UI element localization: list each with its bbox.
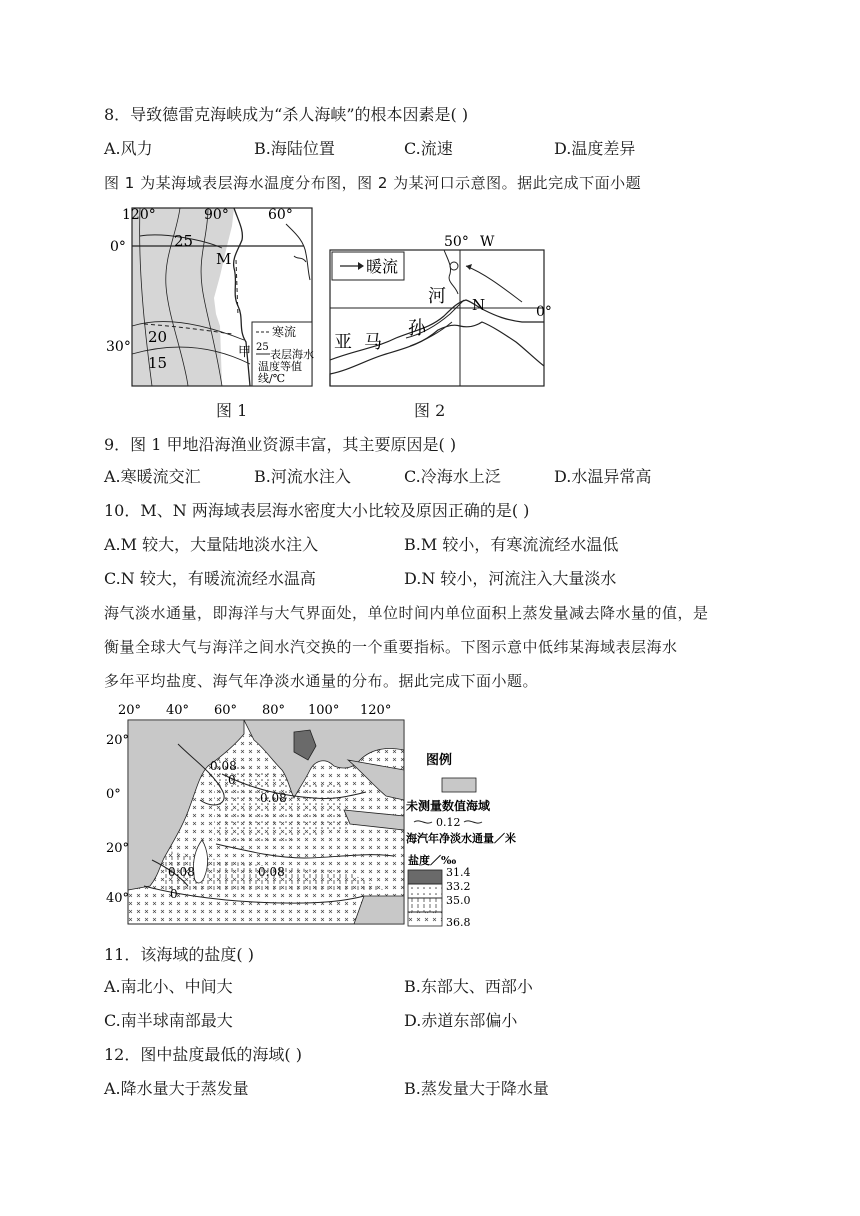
fig2-char-ma: 马	[364, 332, 382, 353]
question-8-option-c: C.流速	[404, 139, 453, 158]
question-8-option-b: B.海陆位置	[254, 139, 335, 158]
fig3-salinity-tick-4: 36.8	[446, 916, 471, 929]
fig3-legend-salinity-swatch-4	[408, 912, 442, 926]
question-10-stem: 10．M、N 两海域表层海水密度大小比较及原因正确的是( )	[104, 501, 530, 520]
fig2-coord-w: W	[480, 234, 495, 250]
question-11-option-d: D.赤道东部偏小	[404, 1011, 518, 1030]
fig3-flux-label-1: 0.08	[210, 759, 237, 773]
intro-figure-3-line-1: 海气淡水通量，即海洋与大气界面处，单位时间内单位面积上蒸发量减去降水量的值，是	[104, 604, 709, 622]
question-12-option-b: B.蒸发量大于降水量	[404, 1079, 549, 1098]
figure-1-caption: 图 1	[216, 401, 248, 420]
question-10-option-a: A.M 较大，大量陆地淡水注入	[104, 535, 319, 554]
fig3-lon-20: 20°	[118, 703, 142, 718]
fig3-salinity-tick-2: 33.2	[446, 880, 471, 893]
fig2-char-he: 河	[428, 286, 446, 307]
fig1-point-jia: 甲	[238, 345, 252, 360]
fig2-coord-50: 50°	[444, 234, 469, 250]
question-9-option-b: B.河流水注入	[254, 467, 351, 486]
fig3-flux-label-4: 0.08	[258, 865, 285, 879]
question-12-option-a: A.降水量大于蒸发量	[104, 1079, 249, 1098]
question-10-option-c: C.N 较大，有暖流流经水温高	[104, 569, 316, 588]
fig2-char-sun: 孙	[408, 318, 426, 339]
fig3-lat-20s: 20°	[106, 841, 130, 856]
figure-1-sea-temperature-map	[104, 206, 316, 388]
fig3-lat-0: 0°	[106, 787, 121, 802]
fig3-salinity-tick-3: 35.0	[446, 894, 471, 907]
fig3-flux-label-5: 0	[170, 887, 178, 901]
fig3-flux-label-6: 0	[228, 773, 236, 787]
fig1-legend-line-1: 表层海水	[270, 348, 314, 361]
fig1-legend-line-3: 线/℃	[258, 372, 286, 385]
intro-figure-3-line-2: 衡量全球大气与海洋之间水汽交换的一个重要指标。下图示意中低纬某海域表层海水	[104, 638, 678, 656]
question-10-option-d: D.N 较小，河流注入大量淡水	[404, 569, 617, 588]
question-11-option-a: A.南北小、中间大	[104, 977, 233, 996]
figure-3-salinity-flux-map	[104, 700, 544, 930]
fig3-flux-label-2: 0.08	[260, 791, 287, 805]
question-10-option-b: B.M 较小，有寒流流经水温低	[404, 535, 619, 554]
fig1-isotherm-25: 25	[174, 232, 194, 250]
question-8-stem: 8．导致德雷克海峡成为“杀人海峡”的根本因素是( )	[104, 105, 469, 124]
fig3-flux-label-3: 0.08	[168, 865, 195, 879]
question-11-option-c: C.南半球南部最大	[104, 1011, 233, 1030]
fig3-legend-salinity-swatch-1	[408, 870, 442, 884]
intro-figures-1-2: 图 1 为某海域表层海水温度分布图，图 2 为某河口示意图。据此完成下面小题	[104, 174, 642, 192]
fig3-legend-title: 图例	[426, 753, 453, 768]
fig1-isotherm-15: 15	[148, 354, 168, 372]
fig3-legend-salinity-swatch-2	[408, 884, 442, 898]
fig1-lat-0: 0°	[110, 239, 126, 255]
fig1-isotherm-20: 20	[148, 328, 168, 346]
fig3-lon-100: 100°	[308, 703, 340, 718]
intro-figure-3-line-3: 多年平均盐度、海气年净淡水通量的分布。据此完成下面小题。	[104, 672, 539, 690]
fig3-lat-40s: 40°	[106, 891, 130, 906]
fig3-legend-unmeasured-label: 未测量数值海域	[406, 799, 491, 813]
question-9-option-c: C.冷海水上泛	[404, 467, 501, 486]
fig3-lon-80: 80°	[262, 703, 286, 718]
question-11-stem: 11．该海域的盐度( )	[104, 945, 254, 964]
figure-2-caption: 图 2	[414, 401, 446, 420]
fig2-coord-0: 0°	[536, 304, 552, 320]
fig2-point-n: N	[472, 296, 486, 314]
question-8-option-a: A.风力	[104, 139, 153, 158]
fig3-lon-60: 60°	[214, 703, 238, 718]
fig1-lat-30: 30°	[106, 339, 131, 355]
question-8-option-d: D.温度差异	[554, 139, 636, 158]
question-9-stem: 9．图 1 甲地沿海渔业资源丰富，其主要原因是( )	[104, 435, 457, 454]
fig3-salinity-tick-1: 31.4	[446, 866, 471, 879]
fig1-point-m: M	[216, 250, 232, 268]
fig3-legend-unmeasured-swatch	[442, 778, 476, 792]
fig3-legend-salinity-title: 盐度／‰	[408, 854, 457, 867]
fig1-legend-line-2: 温度等值	[258, 360, 302, 373]
question-9-option-a: A.寒暖流交汇	[104, 467, 201, 486]
fig1-legend-cold-current: 寒流	[272, 325, 297, 339]
fig1-legend-isotherm-value: 25	[256, 342, 269, 353]
question-9-option-d: D.水温异常高	[554, 467, 652, 486]
fig3-lon-120: 120°	[360, 703, 392, 718]
fig2-legend-warm-current: 暖流	[366, 257, 399, 276]
fig3-lon-40: 40°	[166, 703, 190, 718]
fig2-char-ya: 亚	[334, 332, 352, 353]
question-11-option-b: B.东部大、西部小	[404, 977, 533, 996]
fig3-legend-flux-label: 海汽年净淡水通量／米	[406, 832, 516, 845]
fig3-lat-20n: 20°	[106, 733, 130, 748]
fig1-lon-90: 90°	[204, 207, 229, 223]
figure-2-river-mouth-map	[326, 230, 560, 388]
fig3-legend-flux-value: 0.12	[436, 816, 461, 829]
fig1-lon-60: 60°	[268, 207, 293, 223]
fig1-lon-120: 120°	[122, 207, 156, 223]
question-12-stem: 12．图中盐度最低的海域( )	[104, 1045, 302, 1064]
fig3-legend-salinity-swatch-3	[408, 898, 442, 912]
